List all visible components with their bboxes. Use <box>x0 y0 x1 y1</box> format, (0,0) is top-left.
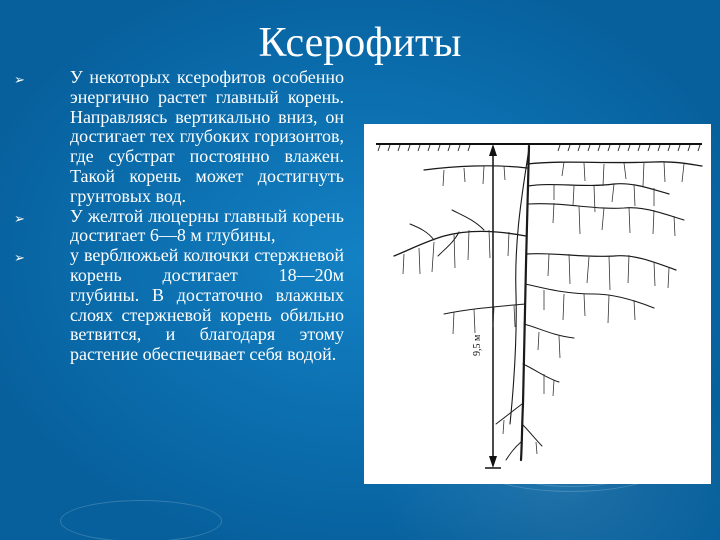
soil-hatching <box>378 145 700 151</box>
bullet-list <box>14 68 344 365</box>
arrowhead-bullet-icon: ➢ <box>14 251 25 267</box>
bullet-text: У желтой люцерны главный корень достигает 6—8 м глубины, <box>70 205 344 246</box>
depth-label: 9,5 м <box>472 334 483 356</box>
root-system-illustration <box>364 124 711 484</box>
root-system <box>394 146 702 460</box>
slide-title: Ксерофиты <box>258 20 462 66</box>
root-drawing <box>364 124 711 484</box>
bullet-item <box>14 207 344 247</box>
bullet-text: у верблюжьей колючки стержневой корень достигает 18—20м глубины. В достаточно влажных слоях стержневой корень обильно ветвится, и благодаря этому растение обеспечивает себя водой. <box>70 245 344 365</box>
bullet-item <box>14 68 344 207</box>
bullet-item <box>14 246 344 365</box>
arrowhead-bullet-icon: ➢ <box>14 73 25 88</box>
water-ripple-decoration <box>60 500 222 540</box>
arrowhead-bullet-icon: ➢ <box>14 211 25 227</box>
bullet-text: У некоторых ксерофитов особенно энергично растет главный корень. Направляясь вертикально вниз, он достигает тех глубоких горизонтов, где субстрат постоянно влажен. Такой корень может достигнуть грунтовых вод. <box>70 67 344 206</box>
root-hairs <box>403 162 684 454</box>
